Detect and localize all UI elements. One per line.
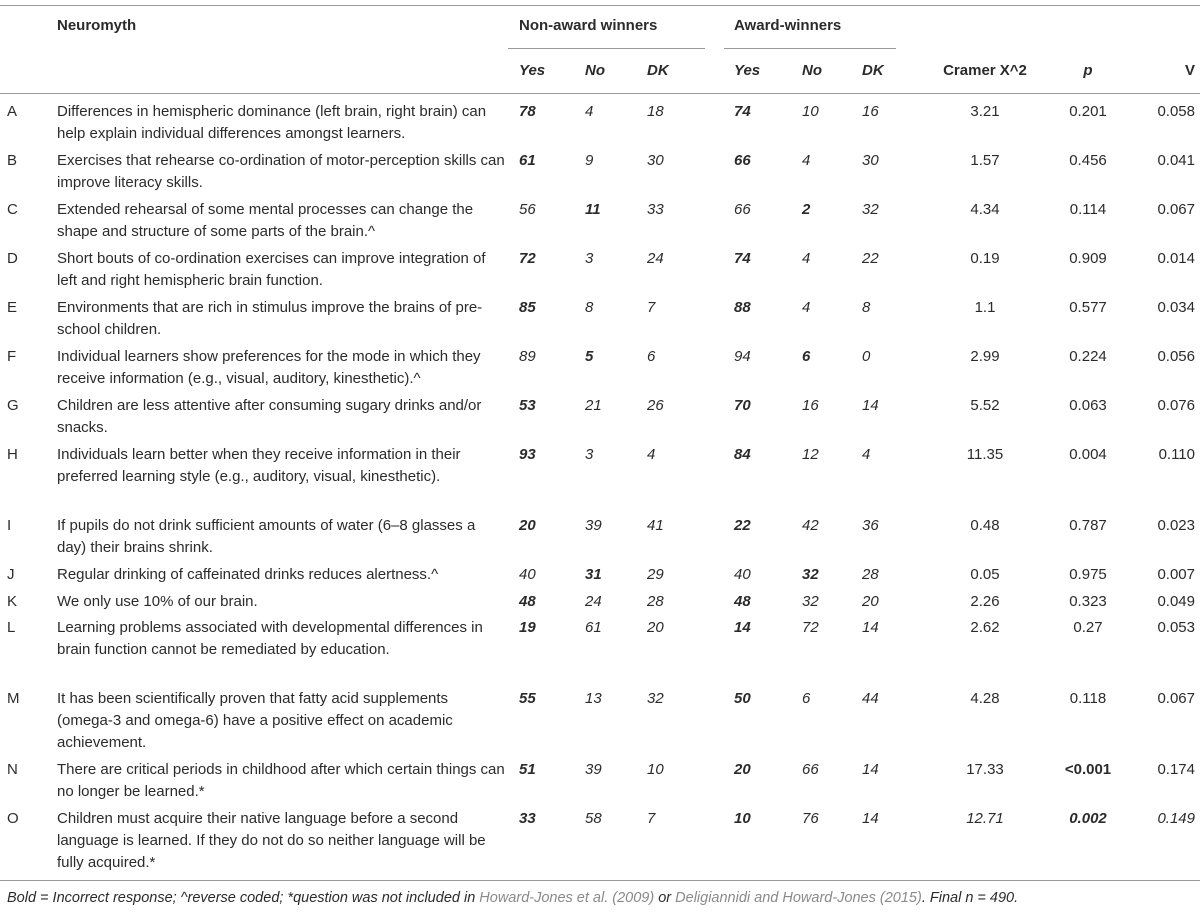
cell-yes-1: 89	[519, 348, 536, 365]
reference-link-howard-jones-2009[interactable]: Howard-Jones et al. (2009)	[479, 890, 655, 906]
cell-v: 0.053	[1157, 619, 1195, 636]
cell-no-2: 66	[802, 761, 819, 778]
row-letter: O	[7, 810, 19, 827]
header-v: V	[1184, 62, 1195, 79]
cell-yes-2: 20	[734, 761, 751, 778]
cell-v: 0.049	[1157, 593, 1195, 610]
cell-yes-1: 53	[519, 397, 536, 414]
cell-v: 0.149	[1157, 810, 1195, 827]
row-letter: K	[7, 593, 18, 610]
header-yes-2: Yes	[734, 62, 761, 79]
cell-v: 0.110	[1158, 446, 1195, 463]
cell-v: 0.067	[1157, 690, 1195, 707]
cell-no-1: 21	[585, 397, 602, 414]
cell-v: 0.056	[1157, 348, 1195, 365]
cell-no-1: 39	[585, 761, 602, 778]
cell-yes-1: 20	[519, 517, 536, 534]
cell-dk-2: 20	[862, 593, 879, 610]
cell-no-2: 76	[802, 810, 819, 827]
header-award-winners: Award-winners	[734, 17, 842, 34]
cell-dk-2: 14	[862, 619, 879, 636]
header-p: p	[1083, 62, 1093, 79]
row-statement: Extended rehearsal of some mental processes can change the shape and structure of some parts of the brain.^	[57, 201, 474, 240]
row-statement: Short bouts of co-ordination exercises can improve integration of left and right hemispheric brain function.	[57, 250, 486, 289]
cell-no-1: 3	[585, 446, 594, 463]
cell-dk-2: 14	[862, 397, 879, 414]
cell-yes-2: 10	[734, 810, 751, 827]
cell-yes-2: 50	[734, 690, 751, 707]
cell-no-2: 72	[802, 619, 819, 636]
cell-dk-1: 32	[647, 690, 664, 707]
cell-dk-2: 44	[862, 690, 879, 707]
cell-cramer: 0.05	[970, 566, 1000, 583]
cell-v: 0.041	[1157, 152, 1195, 169]
cell-no-2: 6	[802, 690, 811, 707]
cell-dk-2: 8	[862, 299, 871, 316]
cell-yes-2: 70	[734, 397, 751, 414]
cell-no-1: 31	[585, 566, 602, 583]
row-statement: We only use 10% of our brain.	[57, 593, 258, 610]
cell-yes-2: 74	[734, 103, 751, 120]
cell-cramer: 4.28	[970, 690, 1000, 707]
cell-yes-1: 85	[519, 299, 536, 316]
cell-p: 0.118	[1069, 690, 1107, 707]
cell-dk-2: 36	[862, 517, 879, 534]
cell-yes-1: 61	[519, 152, 536, 169]
row-statement: There are critical periods in childhood after which certain things can no longer be learned.*	[57, 761, 505, 800]
cell-no-1: 5	[585, 348, 594, 365]
cell-dk-1: 7	[647, 810, 656, 827]
cell-p: 0.27	[1073, 619, 1103, 636]
header-no-2: No	[802, 62, 822, 79]
cell-yes-2: 74	[734, 250, 751, 267]
header-rule	[0, 93, 1200, 94]
row-letter: H	[7, 446, 18, 463]
cell-dk-1: 26	[647, 397, 664, 414]
cell-cramer: 12.71	[966, 810, 1004, 827]
table-footnote	[7, 888, 1018, 908]
cell-yes-2: 14	[734, 619, 751, 636]
cell-dk-1: 10	[647, 761, 664, 778]
cell-cramer: 17.33	[966, 761, 1004, 778]
header-cramer: Cramer X^2	[943, 62, 1027, 79]
cell-p: 0.201	[1069, 103, 1107, 120]
cell-p: 0.063	[1069, 397, 1107, 414]
row-letter: D	[7, 250, 18, 267]
row-letter: L	[7, 619, 16, 636]
row-statement: Regular drinking of caffeinated drinks reduces alertness.^	[57, 566, 439, 583]
cell-yes-2: 66	[734, 152, 751, 169]
group1-rule	[508, 48, 705, 49]
cell-dk-2: 16	[862, 103, 879, 120]
cell-no-1: 9	[585, 152, 594, 169]
cell-yes-2: 88	[734, 299, 751, 316]
cell-no-1: 61	[585, 619, 602, 636]
footnote-text-2: or	[654, 890, 676, 906]
cell-dk-1: 18	[647, 103, 664, 120]
cell-no-1: 13	[585, 690, 602, 707]
cell-no-2: 32	[802, 566, 819, 583]
cell-yes-2: 22	[734, 517, 751, 534]
footnote-text-1: Bold = Incorrect response; ^reverse coded; *question was not included in	[7, 890, 480, 906]
cell-cramer: 2.99	[970, 348, 1000, 365]
header-neuromyth: Neuromyth	[57, 17, 137, 34]
cell-dk-1: 30	[647, 152, 664, 169]
header-dk-2: DK	[862, 62, 884, 79]
cell-yes-1: 56	[519, 201, 536, 218]
cell-no-1: 8	[585, 299, 594, 316]
cell-dk-2: 32	[862, 201, 879, 218]
cell-dk-1: 41	[647, 517, 664, 534]
row-letter: E	[7, 299, 18, 316]
cell-dk-2: 0	[862, 348, 871, 365]
cell-dk-1: 33	[647, 201, 664, 218]
cell-yes-1: 55	[519, 690, 536, 707]
cell-p: 0.114	[1069, 201, 1107, 218]
cell-cramer: 1.1	[974, 299, 996, 316]
cell-p: 0.323	[1069, 593, 1107, 610]
cell-p: 0.224	[1069, 348, 1107, 365]
cell-yes-1: 51	[519, 761, 536, 778]
cell-yes-1: 78	[519, 103, 536, 120]
row-statement: Learning problems associated with developmental differences in brain function cannot be remediated by education.	[57, 619, 483, 658]
cell-dk-2: 4	[862, 446, 871, 463]
footnote-text-3: . Final n = 490.	[921, 890, 1019, 906]
cell-dk-1: 4	[647, 446, 656, 463]
cell-no-2: 6	[802, 348, 811, 365]
row-letter: B	[7, 152, 18, 169]
cell-dk-2: 14	[862, 810, 879, 827]
cell-no-2: 42	[802, 517, 819, 534]
group2-rule	[724, 48, 896, 49]
cell-no-2: 16	[802, 397, 819, 414]
row-letter: J	[7, 566, 15, 583]
cell-yes-1: 19	[519, 619, 536, 636]
cell-no-1: 58	[585, 810, 602, 827]
cell-v: 0.067	[1157, 201, 1195, 218]
cell-no-2: 4	[802, 250, 811, 267]
top-rule	[0, 5, 1200, 6]
cell-no-2: 10	[802, 103, 819, 120]
row-letter: N	[7, 761, 18, 778]
row-letter: I	[7, 517, 12, 534]
row-statement: Children must acquire their native language before a second language is learned. If they do not do so neither language will be fully acquired.*	[57, 810, 486, 871]
cell-dk-1: 29	[647, 566, 664, 583]
header-non-award-winners: Non-award winners	[519, 17, 658, 34]
cell-cramer: 11.35	[966, 446, 1004, 463]
cell-no-1: 11	[585, 201, 601, 218]
cell-yes-1: 33	[519, 810, 536, 827]
row-letter: A	[7, 103, 18, 120]
cell-no-2: 32	[802, 593, 819, 610]
cell-cramer: 0.19	[970, 250, 1000, 267]
cell-no-2: 4	[802, 299, 811, 316]
header-no-1: No	[585, 62, 605, 79]
row-statement: Individuals learn better when they receive information in their preferred learning style (e.g., auditory, visual, kinesthetic).	[57, 446, 461, 485]
cell-no-1: 3	[585, 250, 594, 267]
cell-p: 0.787	[1069, 517, 1107, 534]
cell-dk-1: 20	[647, 619, 664, 636]
cell-cramer: 2.26	[970, 593, 1000, 610]
cell-yes-1: 93	[519, 446, 536, 463]
cell-dk-1: 6	[647, 348, 656, 365]
cell-yes-1: 48	[519, 593, 536, 610]
cell-v: 0.076	[1157, 397, 1195, 414]
cell-no-1: 4	[585, 103, 594, 120]
cell-yes-2: 66	[734, 201, 751, 218]
row-letter: G	[7, 397, 19, 414]
row-letter: F	[7, 348, 17, 365]
cell-no-1: 24	[585, 593, 602, 610]
cell-p: 0.456	[1069, 152, 1107, 169]
cell-dk-2: 28	[862, 566, 879, 583]
reference-link-deligiannidi-2015[interactable]: Deligiannidi and Howard-Jones (2015)	[675, 890, 922, 906]
cell-v: 0.014	[1157, 250, 1195, 267]
cell-no-2: 12	[802, 446, 819, 463]
header-yes-1: Yes	[519, 62, 546, 79]
cell-p: 0.975	[1069, 566, 1107, 583]
cell-p: <0.001	[1064, 761, 1112, 778]
row-statement: Children are less attentive after consuming sugary drinks and/or snacks.	[57, 397, 482, 436]
row-statement: It has been scientifically proven that fatty acid supplements (omega-3 and omega-6) have a positive effect on academic achievement.	[57, 690, 453, 751]
cell-dk-1: 28	[647, 593, 664, 610]
cell-yes-1: 40	[519, 566, 536, 583]
cell-cramer: 0.48	[970, 517, 1000, 534]
cell-no-1: 39	[585, 517, 602, 534]
cell-cramer: 5.52	[970, 397, 1000, 414]
cell-dk-2: 14	[862, 761, 879, 778]
cell-dk-1: 7	[647, 299, 656, 316]
cell-v: 0.034	[1157, 299, 1195, 316]
cell-cramer: 2.62	[970, 619, 1000, 636]
header-dk-1: DK	[647, 62, 669, 79]
cell-yes-2: 84	[734, 446, 751, 463]
cell-dk-2: 22	[862, 250, 879, 267]
cell-v: 0.023	[1157, 517, 1195, 534]
cell-cramer: 3.21	[970, 103, 1000, 120]
cell-v: 0.058	[1157, 103, 1195, 120]
cell-cramer: 4.34	[970, 201, 1000, 218]
cell-yes-2: 94	[734, 348, 751, 365]
cell-v: 0.174	[1157, 761, 1195, 778]
cell-yes-2: 40	[734, 566, 751, 583]
row-statement: Differences in hemispheric dominance (left brain, right brain) can help explain individual differences amongst learners.	[57, 103, 487, 142]
row-statement: Exercises that rehearse co-ordination of motor-perception skills can improve literacy skills.	[57, 152, 505, 191]
cell-p: 0.577	[1069, 299, 1107, 316]
row-statement: Individual learners show preferences for the mode in which they receive information (e.g., visual, auditory, kinesthetic).^	[57, 348, 481, 387]
cell-p: 0.004	[1069, 446, 1107, 463]
cell-cramer: 1.57	[970, 152, 1000, 169]
cell-p: 0.002	[1069, 810, 1107, 827]
cell-p: 0.909	[1069, 250, 1107, 267]
cell-v: 0.007	[1157, 566, 1195, 583]
bottom-rule	[0, 880, 1200, 881]
cell-no-2: 2	[802, 201, 811, 218]
cell-yes-1: 72	[519, 250, 536, 267]
row-statement: Environments that are rich in stimulus improve the brains of pre-school children.	[57, 299, 483, 338]
row-statement: If pupils do not drink sufficient amounts of water (6–8 glasses a day) their brains shrink.	[57, 517, 476, 556]
cell-dk-1: 24	[647, 250, 664, 267]
row-letter: M	[7, 690, 20, 707]
cell-no-2: 4	[802, 152, 811, 169]
cell-dk-2: 30	[862, 152, 879, 169]
cell-yes-2: 48	[734, 593, 751, 610]
row-letter: C	[7, 201, 18, 218]
